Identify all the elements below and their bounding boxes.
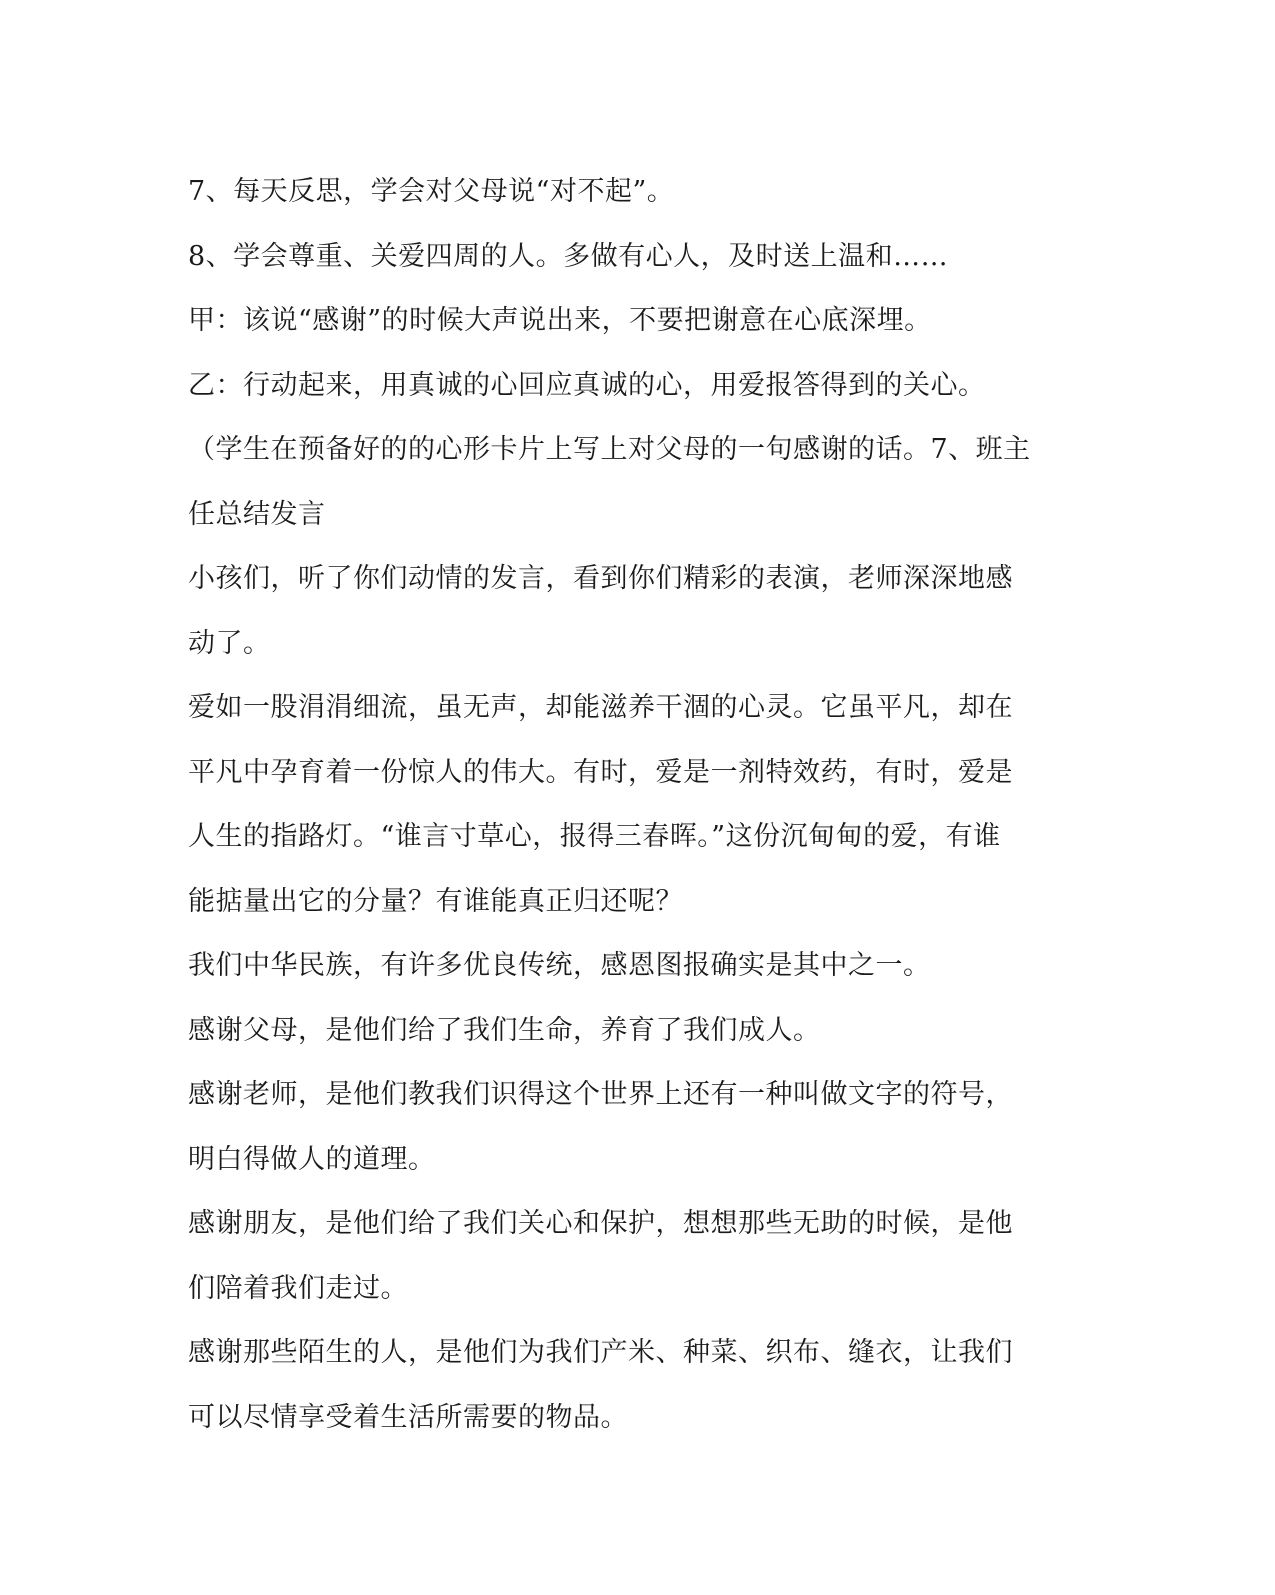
text-line: 可以尽情享受着生活所需要的物品。 <box>188 1401 628 1433</box>
text-line: 动了。 <box>188 627 271 659</box>
text-line: 明白得做人的道理。 <box>188 1143 436 1175</box>
text-line: 平凡中孕育着一份惊人的伟大。有时，爱是一剂特效药，有时，爱是 <box>188 756 1013 788</box>
text-line: 乙：行动起来，用真诚的心回应真诚的心，用爱报答得到的关心。 <box>188 369 986 401</box>
text-line: 8、学会尊重、关爱四周的人。多做有心人，及时送上温和…… <box>188 240 949 272</box>
text-line: 感谢父母，是他们给了我们生命，养育了我们成人。 <box>188 1014 821 1046</box>
text-line: 小孩们，听了你们动情的发言，看到你们精彩的表演，老师深深地感 <box>188 563 1013 594</box>
document-body <box>188 160 1088 1450</box>
text-line: 甲：该说“感谢”的时候大声说出来，不要把谢意在心底深埋。 <box>188 305 932 336</box>
text-line: 7、每天反思，学会对父母说“对不起”。 <box>188 176 675 207</box>
text-line: （学生在预备好的的心形卡片上写上对父母的一句感谢的话。7、班主 <box>188 434 1031 465</box>
text-line: 能掂量出它的分量？有谁能真正归还呢？ <box>188 885 683 917</box>
text-line: 们陪着我们走过。 <box>188 1272 408 1304</box>
text-line: 感谢朋友，是他们给了我们关心和保护，想想那些无助的时候，是他 <box>188 1208 1013 1239</box>
text-line: 感谢那些陌生的人，是他们为我们产米、种菜、织布、缝衣，让我们 <box>188 1337 1013 1368</box>
text-line: 我们中华民族，有许多优良传统，感恩图报确实是其中之一。 <box>188 950 931 981</box>
text-line: 爱如一股涓涓细流，虽无声，却能滋养干涸的心灵。它虽平凡，却在 <box>188 692 1013 723</box>
text-line: 人生的指路灯。“谁言寸草心，报得三春晖。”这份沉甸甸的爱，有谁 <box>188 821 1001 852</box>
text-line: 感谢老师，是他们教我们识得这个世界上还有一种叫做文字的符号， <box>188 1079 1013 1110</box>
text-line: 任总结发言 <box>188 498 326 530</box>
